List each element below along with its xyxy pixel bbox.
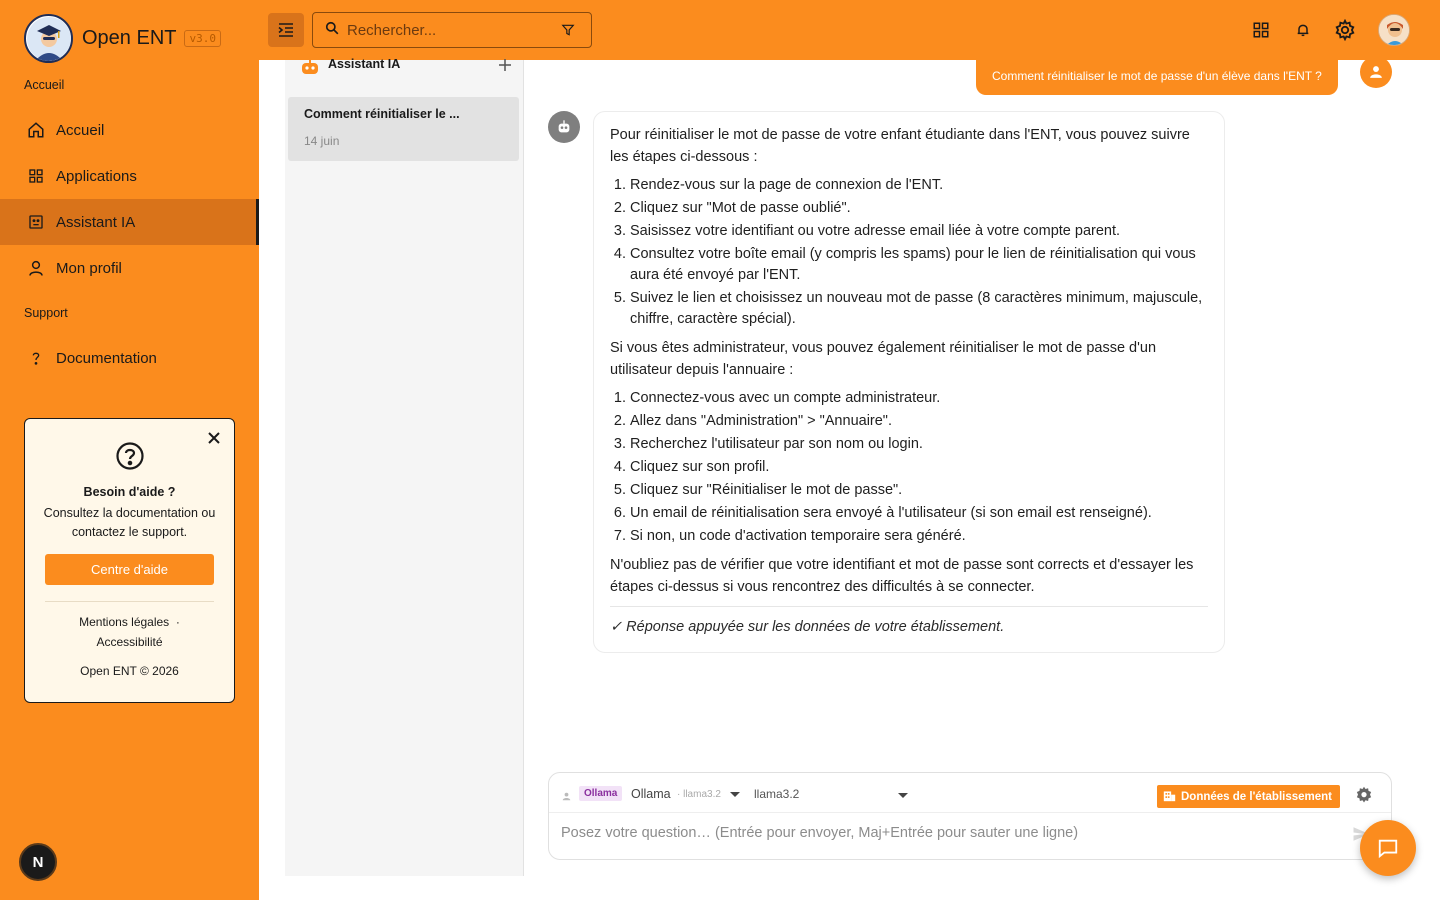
- app-name: Open ENT: [82, 27, 177, 49]
- apps-grid-icon[interactable]: [1244, 13, 1278, 47]
- gear-icon[interactable]: [1328, 13, 1362, 47]
- help-circle-icon: [115, 441, 145, 476]
- person-icon: [562, 788, 571, 806]
- menu-toggle-button[interactable]: [268, 13, 304, 47]
- conversation-title: Comment réinitialiser le ...: [304, 107, 460, 121]
- chat-fab-button[interactable]: [1360, 820, 1416, 876]
- chevron-down-icon[interactable]: [898, 793, 908, 798]
- robot-icon: [26, 212, 46, 232]
- user-icon: [26, 258, 46, 278]
- search-box[interactable]: [312, 12, 592, 48]
- question-input[interactable]: [561, 825, 1341, 841]
- list-item: 5. Suivez le lien et choisissez un nouveau mot de passe (8 caractères minimum, majuscule, chiffre, caractère spécial).: [630, 288, 1208, 330]
- bot-intro: Pour réinitialiser le mot de passe de votre enfant étudiante dans l'ENT, vous pouvez suivre les étapes ci-dessous :: [610, 127, 1190, 165]
- sidebar-item-label: Accueil: [56, 121, 105, 139]
- help-links: [25, 612, 234, 652]
- conversation-item[interactable]: [288, 97, 519, 161]
- bot-admin-intro: Si vous êtes administrateur, vous pouvez également réinitialiser le mot de passe d'un utilisateur depuis l'annuaire :: [610, 340, 1157, 378]
- grid-icon: [26, 166, 46, 186]
- bot-avatar-icon: [548, 111, 580, 143]
- avatar[interactable]: [1378, 14, 1410, 46]
- list-item: 1. Rendez-vous sur la page de connexion de l'ENT.: [630, 175, 1208, 196]
- bot-outro: N'oubliez pas de vérifier que votre identifiant et mot de passe sont corrects et d'essayer les étapes ci-dessus si vous rencontrez des difficultés à se connecter.: [610, 557, 1194, 595]
- accessibility-link[interactable]: Accessibilité: [96, 635, 163, 649]
- provider-badge: Ollama: [579, 786, 622, 801]
- user-message: Comment réinitialiser le mot de passe d'un élève dans l'ENT ?: [976, 57, 1338, 95]
- topbar: [259, 0, 1440, 60]
- building-icon: [1163, 789, 1176, 805]
- steps-list-parent: [630, 175, 1208, 330]
- filter-icon[interactable]: [561, 23, 575, 42]
- establishment-data-button[interactable]: [1157, 785, 1340, 808]
- section-title-support: Support: [24, 306, 68, 320]
- sidebar-item-mon-profil[interactable]: [0, 245, 259, 291]
- chat-bubble-icon: [1377, 837, 1399, 859]
- user-avatar-icon: [1360, 56, 1392, 88]
- sidebar-item-applications[interactable]: [0, 153, 259, 199]
- list-item: 6. Un email de réinitialisation sera envoyé à l'utilisateur (si son email est renseigné).: [630, 503, 1208, 524]
- home-icon: [26, 120, 46, 140]
- search-icon: [325, 21, 339, 40]
- search-input[interactable]: [347, 22, 547, 39]
- help-title: Besoin d'aide ?: [83, 485, 176, 499]
- list-item: 4. Cliquez sur son profil.: [630, 457, 1208, 478]
- list-item: 4. Consultez votre boîte email (y compris les spams) pour le lien de réinitialisation qui vous aura été envoyé par l'ENT.: [630, 244, 1208, 286]
- provider-model: · llama3.2: [677, 789, 721, 800]
- list-item: 5. Cliquez sur "Réinitialiser le mot de passe".: [630, 480, 1208, 501]
- chat-history-panel: [285, 57, 524, 876]
- bot-source-note: ✓ Réponse appuyée sur les données de votre établissement.: [610, 619, 1005, 635]
- model-select[interactable]: llama3.2: [754, 787, 800, 801]
- sidebar-item-documentation[interactable]: [0, 335, 259, 381]
- close-icon[interactable]: [206, 430, 222, 446]
- steps-list-admin: [630, 388, 1208, 547]
- sidebar-item-label: Mon profil: [56, 259, 122, 277]
- graduate-logo-icon: [24, 14, 73, 63]
- provider-name[interactable]: Ollama: [631, 787, 671, 801]
- gear-icon[interactable]: [1355, 786, 1373, 809]
- composer: [548, 772, 1392, 860]
- history-header: [301, 57, 506, 74]
- list-item: 1. Connectez-vous avec un compte administrateur.: [630, 388, 1208, 409]
- topbar-actions: [1236, 13, 1410, 47]
- help-card: [24, 418, 235, 703]
- link-separator: ·: [175, 615, 180, 629]
- composer-toolbar: [549, 773, 1391, 813]
- list-item: 2. Allez dans "Administration" > "Annuaire".: [630, 411, 1208, 432]
- help-text: Consultez la documentation ou contactez le support.: [43, 506, 216, 539]
- list-item: 7. Si non, un code d'activation temporaire sera généré.: [630, 526, 1208, 547]
- chevron-down-icon[interactable]: [730, 792, 740, 797]
- sidebar-item-label: Documentation: [56, 349, 157, 367]
- robot-icon: [301, 59, 319, 80]
- list-item: 3. Saisissez votre identifiant ou votre adresse email liée à votre compte parent.: [630, 221, 1208, 242]
- new-chat-plus-icon[interactable]: [498, 58, 514, 74]
- sidebar-item-label: Assistant IA: [56, 213, 136, 231]
- sidebar-item-label: Applications: [56, 167, 137, 185]
- establishment-data-label: Données de l'établissement: [1181, 790, 1333, 803]
- help-center-button[interactable]: Centre d'aide: [45, 554, 214, 585]
- divider: [45, 601, 214, 602]
- section-title-accueil: Accueil: [24, 78, 65, 92]
- bot-message: [593, 111, 1225, 653]
- question-icon: [26, 348, 46, 368]
- list-item: 2. Cliquez sur "Mot de passe oublié".: [630, 198, 1208, 219]
- list-item: 3. Recherchez l'utilisateur par son nom ou login.: [630, 434, 1208, 455]
- bell-icon[interactable]: [1286, 13, 1320, 47]
- sidebar: [0, 0, 259, 900]
- legal-link[interactable]: Mentions légales: [79, 615, 170, 629]
- divider: [610, 606, 1208, 607]
- n-badge[interactable]: N: [19, 843, 57, 881]
- menu-indent-icon: [278, 23, 294, 37]
- conversation-date: 14 juin: [304, 134, 340, 148]
- brand[interactable]: [24, 14, 221, 63]
- sidebar-item-assistant-ia[interactable]: [0, 199, 259, 245]
- sidebar-item-accueil[interactable]: [0, 107, 259, 153]
- copyright: Open ENT © 2026: [80, 664, 179, 678]
- history-title: Assistant IA: [328, 57, 401, 71]
- version-badge: v3.0: [184, 30, 221, 47]
